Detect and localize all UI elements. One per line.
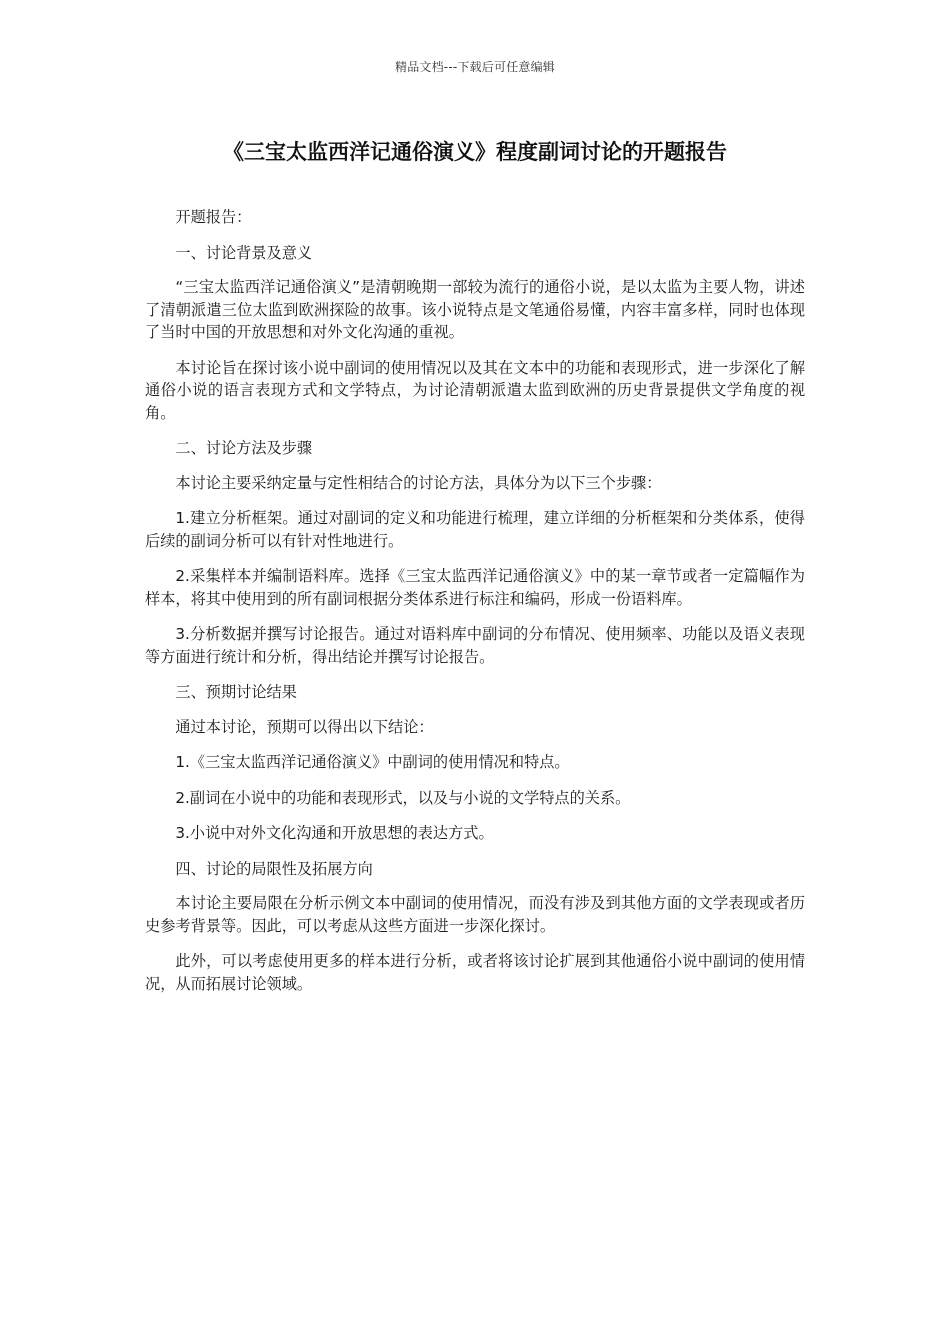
paragraph-results-item-3: 3.小说中对外文化沟通和开放思想的表达方式。	[175, 824, 494, 842]
paragraph-methods-intro: 本讨论主要采纳定量与定性相结合的讨论方法，具体分为以下三个步骤：	[175, 473, 662, 492]
section-heading-methods: 二、讨论方法及步骤	[175, 439, 313, 457]
paragraph-limitations-1: 本讨论主要局限在分析示例文本中副词的使用情况，而没有涉及到其他方面的文学表现或者历史参考背景等。因此，可以考虑从这些方面进一步深化探讨。	[145, 894, 805, 935]
paragraph-background-1: “三宝太监西洋记通俗演义”是清朝晚期一部较为流行的通俗小说，是以太监为主要人物，讲述了清朝派遣三位太监到欧洲探险的故事。该小说特点是文笔通俗易懂，内容丰富多样，同时也体现了当时中国的开放思想和对外文化沟通的重视。	[145, 278, 805, 341]
paragraph-results-item-1: 1.《三宝太监西洋记通俗演义》中副词的使用情况和特点。	[175, 753, 570, 771]
paragraph-methods-step-1: 1.建立分析框架。通过对副词的定义和功能进行梳理，建立详细的分析框架和分类体系，使得后续的副词分析可以有针对性地进行。	[145, 509, 805, 550]
paragraph-methods-step-2: 2.采集样本并编制语料库。选择《三宝太监西洋记通俗演义》中的某一章节或者一定篇幅作为样本，将其中使用到的所有副词根据分类体系进行标注和编码，形成一份语料库。	[145, 567, 805, 608]
section-heading-background: 一、讨论背景及意义	[175, 243, 313, 262]
section-heading-results: 三、预期讨论结果	[175, 683, 297, 701]
intro-label: 开题报告：	[175, 208, 252, 226]
paragraph-limitations-2: 此外，可以考虑使用更多的样本进行分析，或者将该讨论扩展到其他通俗小说中副词的使用情况，从而拓展讨论领域。	[145, 952, 805, 993]
header-note: 精品文档---下载后可任意编辑	[395, 60, 555, 74]
section-heading-limitations: 四、讨论的局限性及拓展方向	[175, 859, 373, 878]
paragraph-results-item-2: 2.副词在小说中的功能和表现形式，以及与小说的文学特点的关系。	[175, 788, 631, 807]
document-title: 《三宝太监西洋记通俗演义》程度副词讨论的开题报告	[223, 140, 727, 164]
paragraph-background-2: 本讨论旨在探讨该小说中副词的使用情况以及其在文本中的功能和表现形式，进一步深化了解通俗小说的语言表现方式和文学特点，为讨论清朝派遣太监到欧洲的历史背景提供文学角度的视角。	[145, 358, 805, 422]
document-body	[145, 206, 805, 1008]
paragraph-results-intro: 通过本讨论，预期可以得出以下结论：	[175, 717, 434, 736]
paragraph-methods-step-3: 3.分析数据并撰写讨论报告。通过对语料库中副词的分布情况、使用频率、功能以及语义表现等方面进行统计和分析，得出结论并撰写讨论报告。	[145, 625, 805, 666]
